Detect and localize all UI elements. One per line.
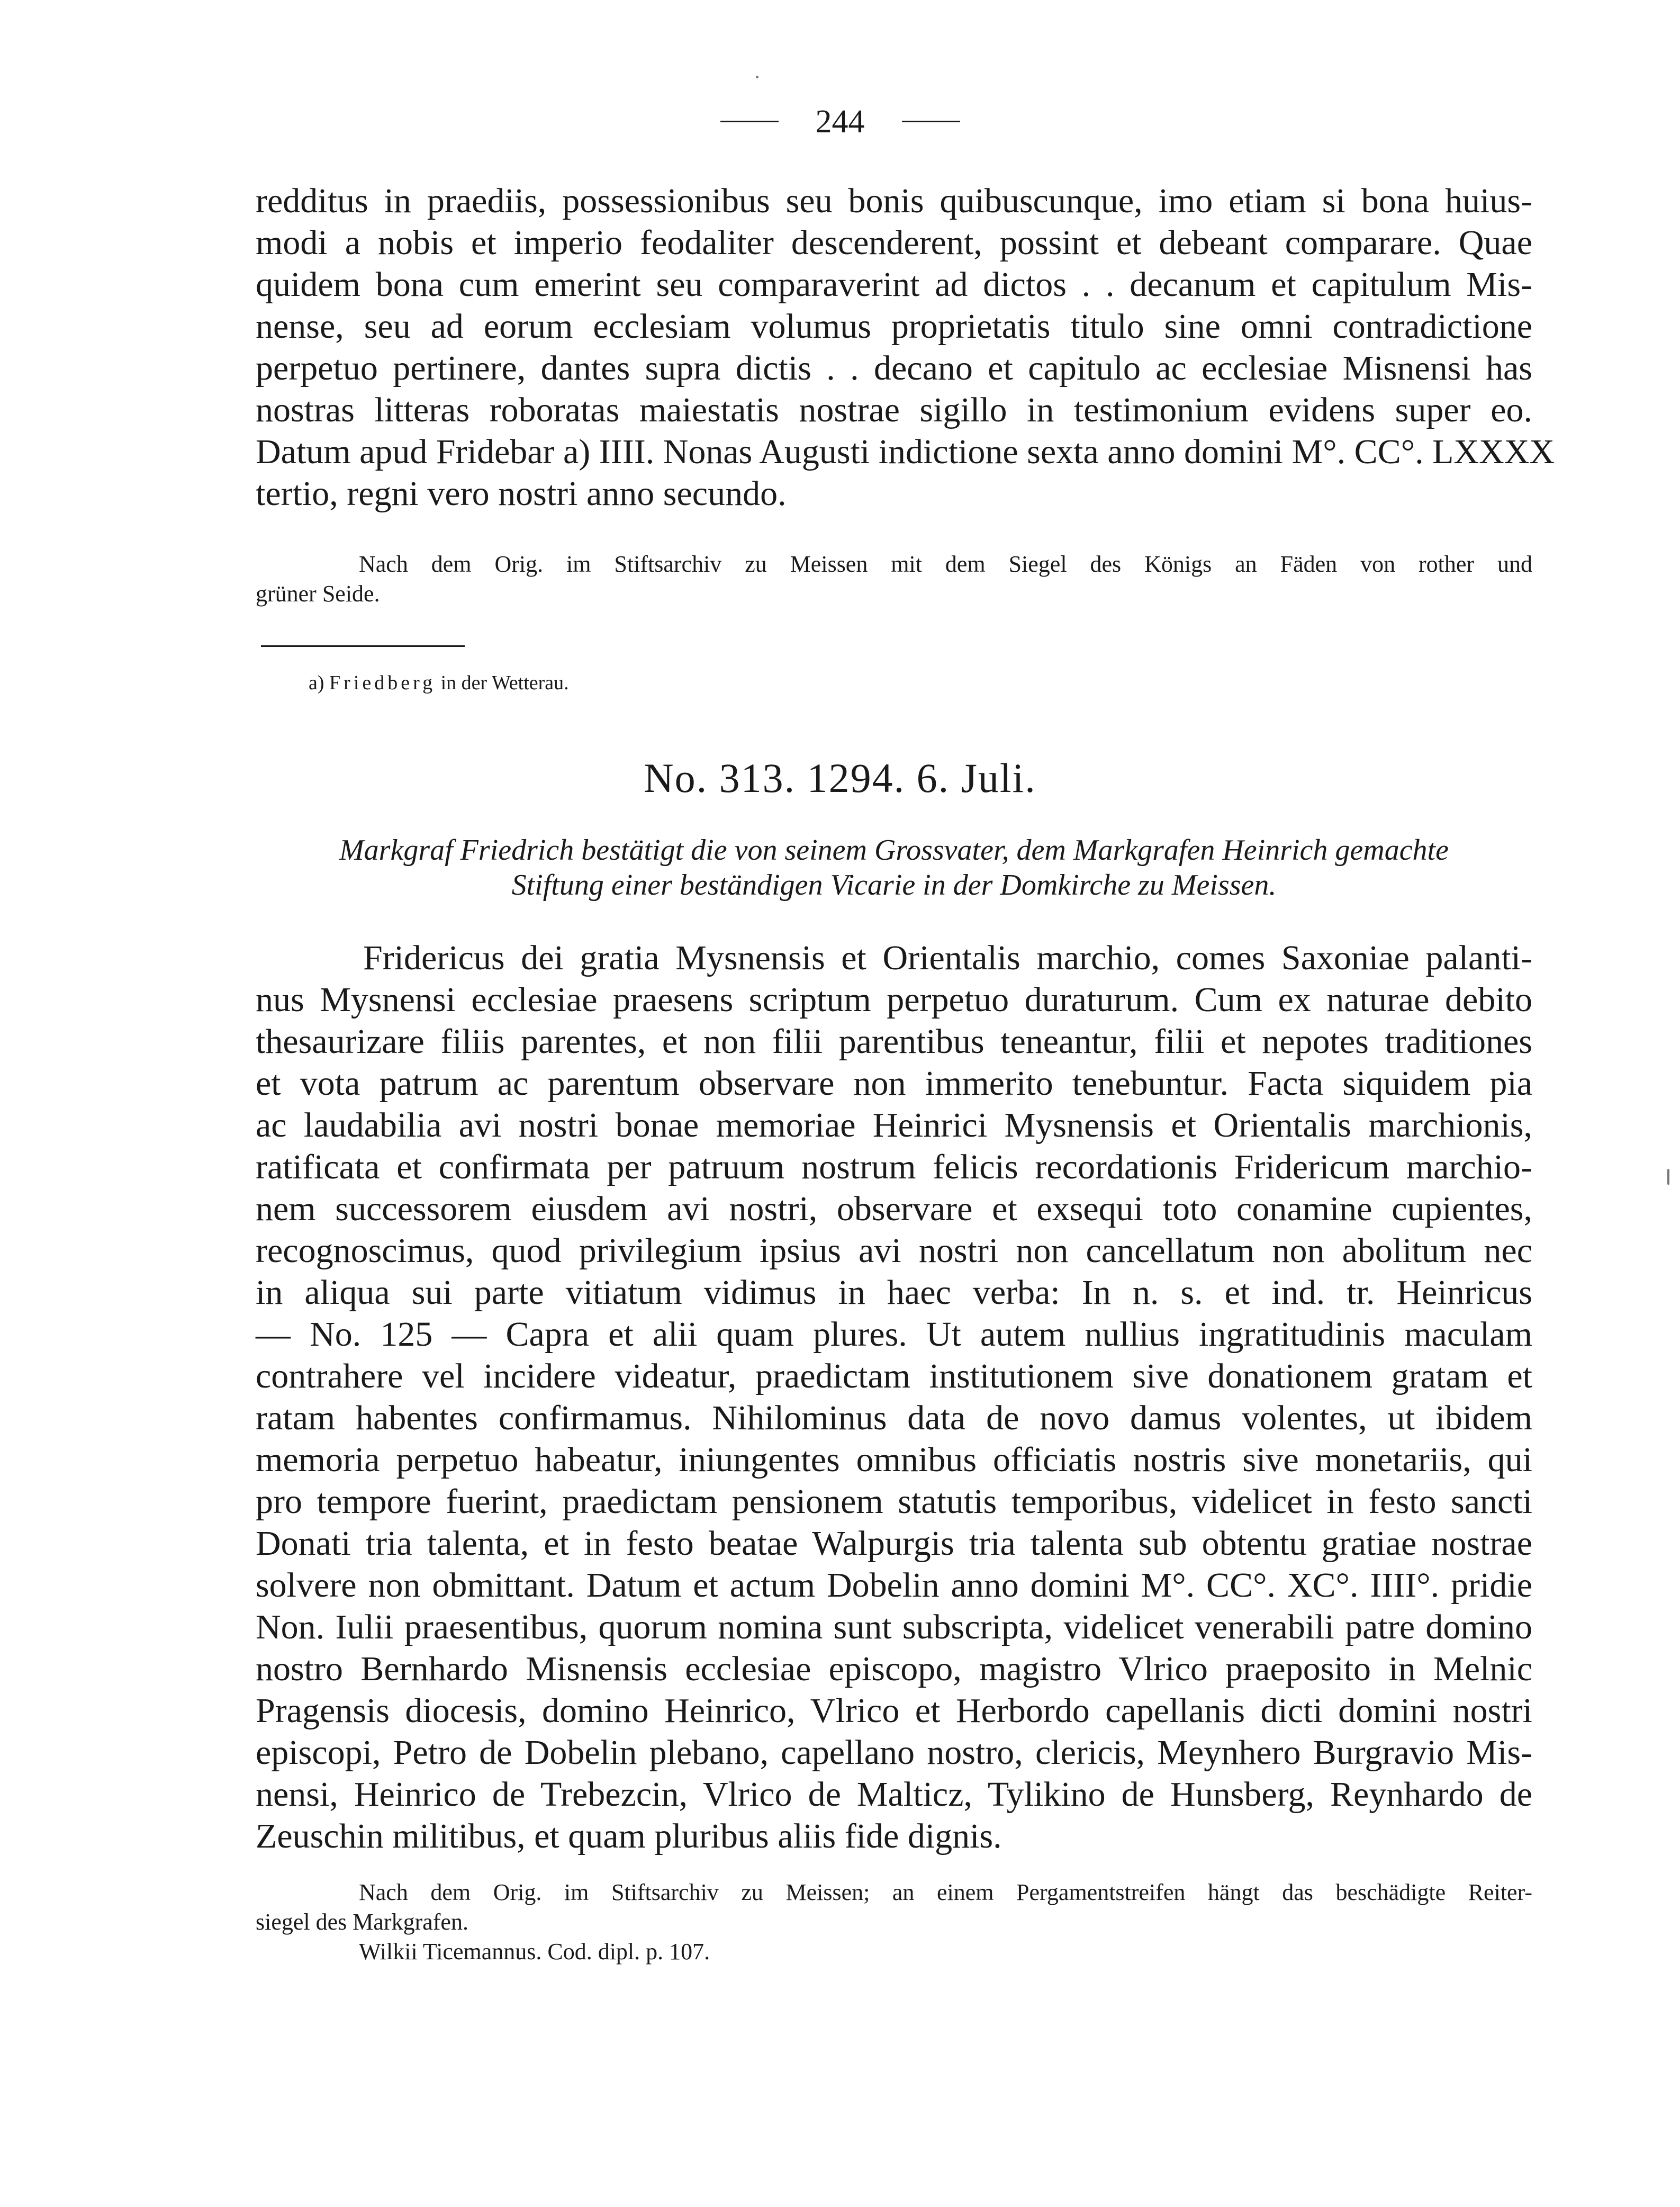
note-line: grüner Seide.	[256, 581, 380, 607]
text-line: in aliqua sui parte vitiatum vidimus in haec verba: In n. s. et ind. tr. Heinricus	[256, 1273, 1532, 1312]
text-line: tertio, regni vero nostri anno secundo.	[256, 474, 787, 513]
text-line: nostras litteras roboratas maiestatis nostrae sigillo in testimonium evidens super eo.	[256, 391, 1532, 429]
text-line: ratam habentes confirmamus. Nihilominus data de novo damus volentes, ut ibidem	[256, 1399, 1532, 1437]
text-line: thesaurizare filiis parentes, et non filii parentibus teneantur, filii et nepotes traditiones	[256, 1022, 1532, 1061]
text-line: Non. Iulii praesentibus, quorum nomina sunt subscripta, videlicet venerabili patre domino	[256, 1608, 1532, 1646]
footnote-marker: a)	[309, 672, 324, 694]
text-line: pro tempore fuerint, praedictam pensionem statutis temporibus, videlicet in festo sancti	[256, 1482, 1532, 1521]
text-line: perpetuo pertinere, dantes supra dictis . . decano et capitulo ac ecclesiae Misnensi has	[256, 349, 1532, 388]
footnote-text: in der Wetterau.	[440, 672, 569, 694]
bottom-source-note	[256, 1878, 1532, 1967]
footnote	[309, 671, 569, 695]
text-line: Pragensis diocesis, domino Heinrico, Vlrico et Herbordo capellanis dicti domini nostri	[256, 1691, 1532, 1730]
text-line: — No. 125 — Capra et alii quam plures. Ut autem nullius ingratitudinis maculam	[256, 1315, 1532, 1354]
text-line: modi a nobis et imperio feodaliter descenderent, possint et debeant comparare. Quae	[256, 223, 1532, 262]
text-line: Zeuschin militibus, et quam pluribus aliis fide dignis.	[256, 1817, 1002, 1855]
summary-line: Stiftung einer beständigen Vicarie in der Domkirche zu Meissen.	[511, 869, 1277, 902]
footnote-rule	[261, 645, 465, 647]
document-summary	[256, 833, 1532, 903]
note-line: siegel des Markgrafen.	[256, 1909, 468, 1935]
text-line: redditus in praediis, possessionibus seu bonis quibuscunque, imo etiam si bona huius-	[256, 182, 1532, 220]
note-line: Nach dem Orig. im Stiftsarchiv zu Meissen mit dem Siegel des Königs an Fäden von rother und	[359, 551, 1532, 577]
footnote-name: Friedberg	[329, 672, 436, 694]
top-source-note	[256, 550, 1532, 609]
text-line: contrahere vel incidere videatur, praedictam institutionem sive donationem gratam et	[256, 1357, 1532, 1395]
main-paragraph	[256, 937, 1532, 1857]
text-line: ratificata et confirmata per patruum nostrum felicis recordationis Fridericum marchio-	[256, 1148, 1532, 1186]
document-heading: No. 313. 1294. 6. Juli.	[644, 755, 1036, 801]
text-line: quidem bona cum emerint seu comparaverint ad dictos . . decanum et capitulum Mis-	[256, 265, 1532, 304]
text-line: nense, seu ad eorum ecclesiam volumus proprietatis titulo sine omni contradictione	[256, 307, 1532, 346]
text-line: nem successorem eiusdem avi nostri, observare et exsequi toto conamine cupientes,	[256, 1190, 1532, 1228]
text-line: et vota patrum ac parentum observare non immerito tenebuntur. Facta siquidem pia	[256, 1064, 1532, 1103]
text-line: Donati tria talenta, et in festo beatae Walpurgis tria talenta sub obtentu gratiae nostrae	[256, 1524, 1532, 1563]
text-line: episcopi, Petro de Dobelin plebano, capellano nostro, clericis, Meynhero Burgravio Mis-	[256, 1733, 1532, 1772]
text-line: Datum apud Fridebar a) IIII. Nonas Augusti indictione sexta anno domini M°. CC°. LXXXX	[256, 433, 1555, 471]
note-line: Wilkii Ticemannus. Cod. dipl. p. 107.	[359, 1939, 710, 1965]
text-line: nostro Bernhardo Misnensis ecclesiae episcopo, magistro Vlrico praeposito in Melnic	[256, 1650, 1532, 1688]
text-line: nensi, Heinrico de Trebezcin, Vlrico de Malticz, Tylikino de Hunsberg, Reynhardo de	[256, 1775, 1532, 1814]
text-line: solvere non obmittant. Datum et actum Dobelin anno domini M°. CC°. XC°. IIII°. pridie	[256, 1566, 1532, 1605]
text-line: ac laudabilia avi nostri bonae memoriae Heinrici Mysnensis et Orientalis marchionis,	[256, 1106, 1532, 1145]
page-number-header	[0, 103, 1680, 141]
top-paragraph	[256, 180, 1555, 515]
page-number: 244	[815, 104, 865, 140]
text-line: memoria perpetuo habeatur, iniungentes omnibus officiatis nostris sive monetariis, qui	[256, 1440, 1532, 1479]
note-line: Nach dem Orig. im Stiftsarchiv zu Meissen; an einem Pergamentstreifen hängt das beschädigte Reiter-	[359, 1879, 1532, 1905]
scan-speck	[1667, 1169, 1669, 1185]
text-line: recognoscimus, quod privilegium ipsius avi nostri non cancellatum non abolitum nec	[256, 1231, 1532, 1270]
text-line: Fridericus dei gratia Mysnensis et Orientalis marchio, comes Saxoniae palanti-	[363, 939, 1532, 977]
text-line: nus Mysnensi ecclesiae praesens scriptum perpetuo duraturum. Cum ex naturae debito	[256, 980, 1532, 1019]
scan-speck	[756, 76, 758, 78]
header-dash-left	[720, 121, 779, 122]
summary-line: Markgraf Friedrich bestätigt die von seinem Grossvater, dem Markgrafen Heinrich gemachte	[339, 834, 1449, 867]
header-dash-right	[902, 121, 960, 122]
